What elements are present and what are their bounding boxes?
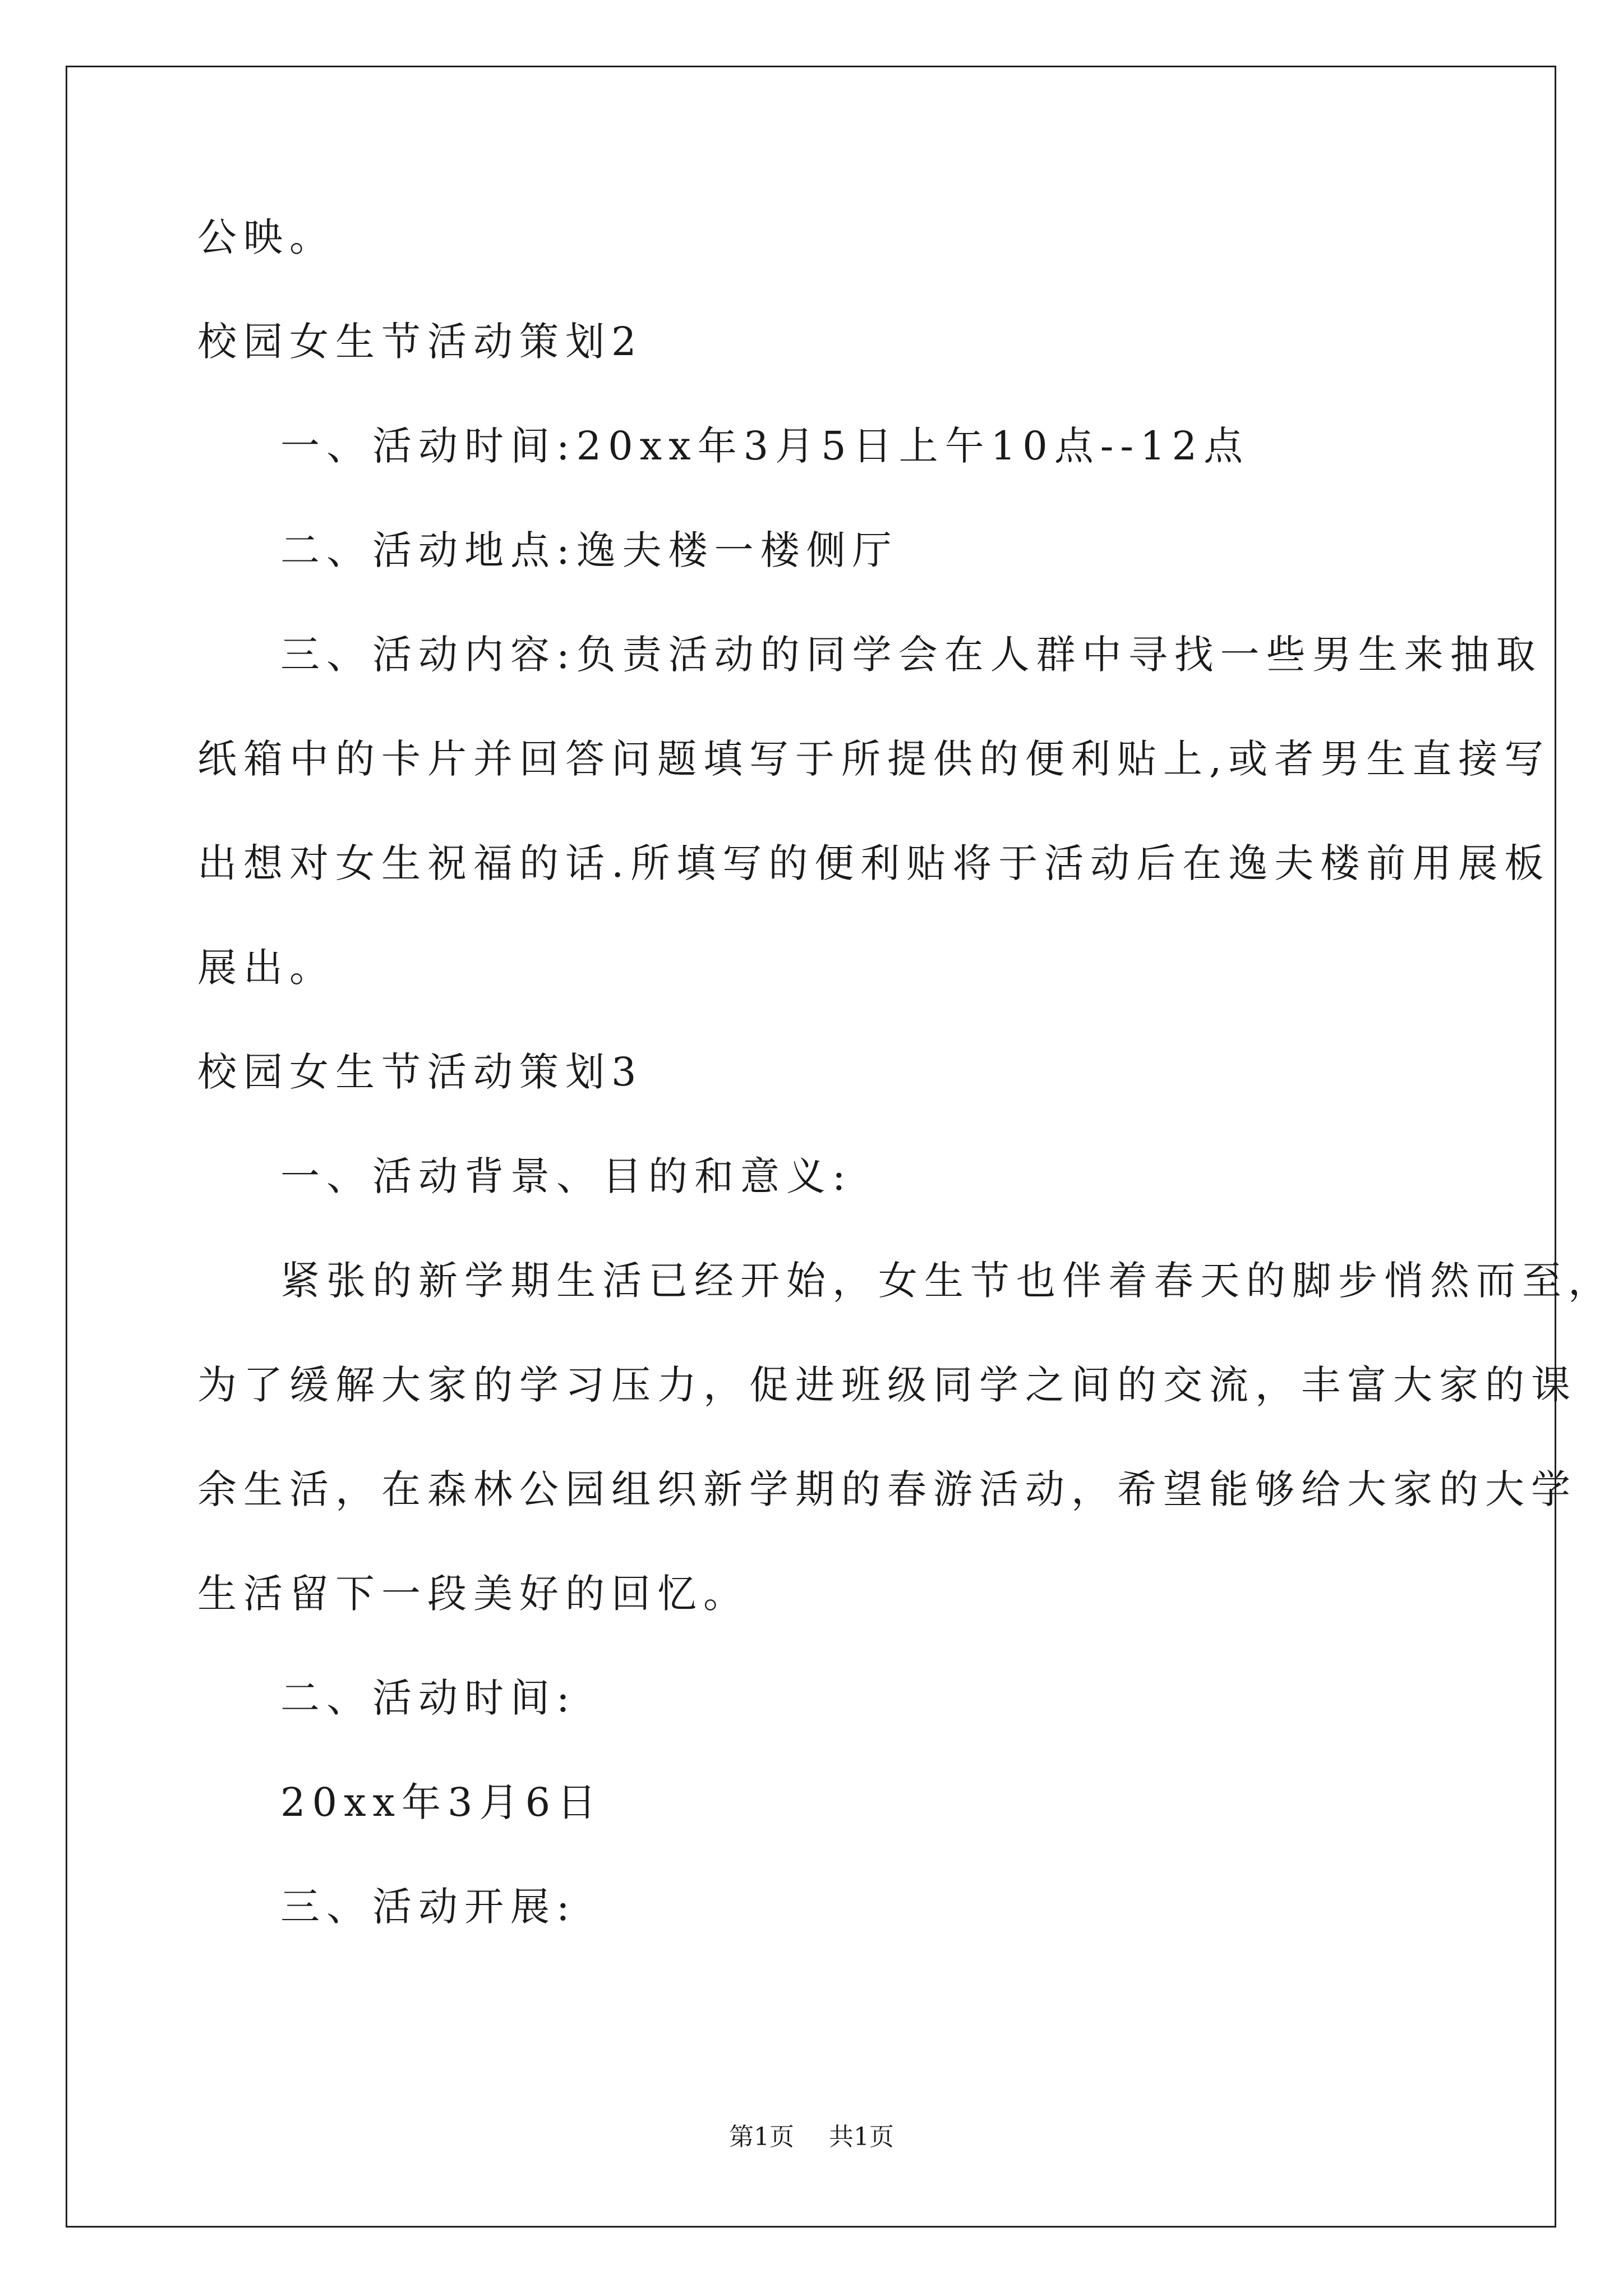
paragraph-line: 一、活动背景、目的和意义: [280, 1153, 852, 1199]
paragraph-line: 20xx年3月6日 [280, 1779, 603, 1825]
paragraph-line: 三、活动内容:负责活动的同学会在人群中寻找一些男生来抽取 [280, 632, 1542, 678]
paragraph-line: 二、活动地点:逸夫楼一楼侧厅 [280, 527, 898, 573]
page-footer [0, 2122, 1623, 2153]
paragraph-line: 一、活动时间:20xx年3月5日上午10点--12点 [280, 423, 1250, 469]
paragraph-line: 为了缓解大家的学习压力，促进班级同学之间的交流，丰富大家的课 [197, 1362, 1577, 1408]
paragraph-line: 出想对女生祝福的话.所填写的便利贴将于活动后在逸夫楼前用展板 [197, 840, 1551, 886]
page-number-total: 共1页 [829, 2123, 894, 2151]
section-heading: 校园女生节活动策划2 [197, 319, 643, 365]
paragraph-line: 展出。 [197, 945, 335, 991]
paragraph-line: 二、活动时间: [280, 1675, 577, 1721]
page-number-current: 第1页 [729, 2123, 794, 2151]
section-heading: 校园女生节活动策划3 [197, 1049, 643, 1095]
paragraph-line: 公映。 [197, 214, 335, 260]
paragraph-line: 紧张的新学期生活已经开始，女生节也伴着春天的脚步悄然而至， [280, 1258, 1614, 1304]
document-body [197, 213, 1614, 1987]
paragraph-line: 纸箱中的卡片并回答问题填写于所提供的便利贴上,或者男生直接写 [197, 736, 1551, 782]
paragraph-line: 三、活动开展: [280, 1884, 577, 1930]
paragraph-line: 生活留下一段美好的回忆。 [197, 1571, 749, 1617]
paragraph-line: 余生活，在森林公园组织新学期的春游活动，希望能够给大家的大学 [197, 1466, 1577, 1512]
